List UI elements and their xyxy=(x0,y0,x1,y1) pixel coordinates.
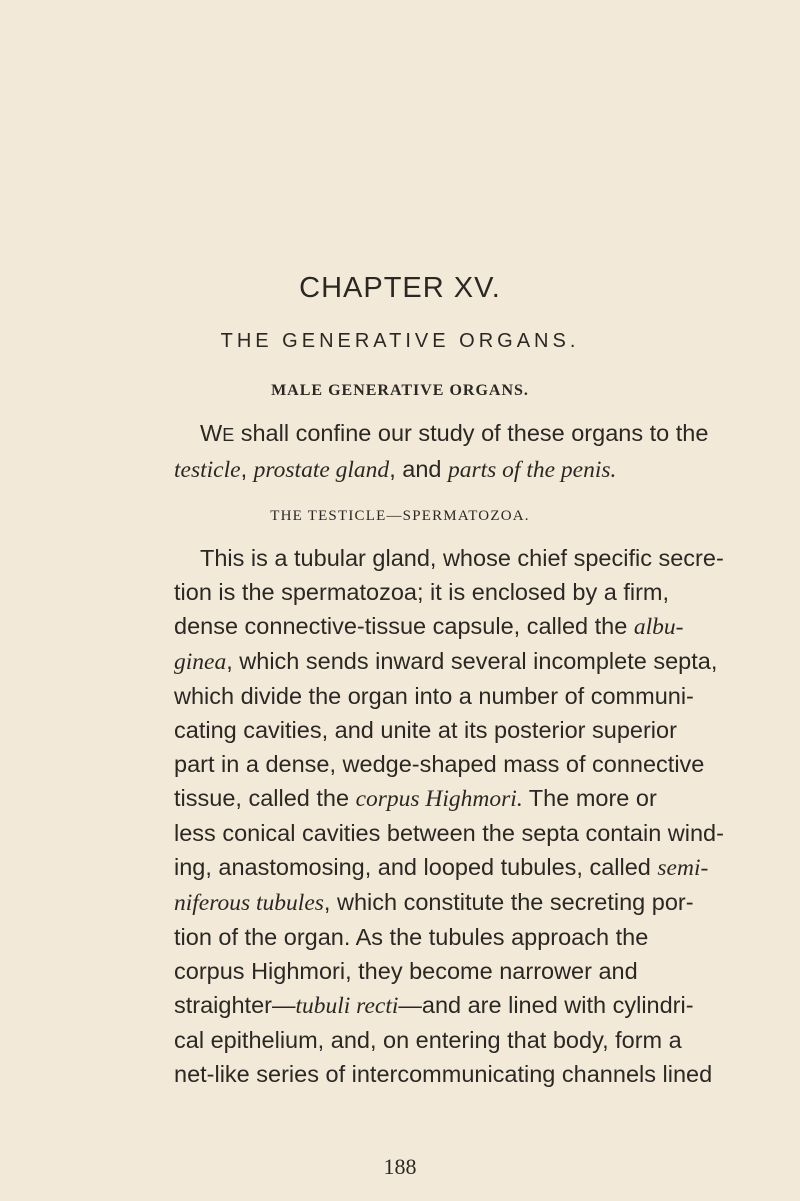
intro-line-1-text: shall confine our study of these organs to the xyxy=(234,420,709,446)
body-text: , which constitute the secreting por- xyxy=(323,889,694,915)
term-seminiferous: semi- xyxy=(657,855,709,881)
body-line xyxy=(174,850,709,885)
body-text: , which sends inward several incomplete septa, xyxy=(226,648,718,674)
term-testicle: testicle xyxy=(174,457,241,483)
body-line: less conical cavities between the septa contain wind- xyxy=(174,820,724,846)
term-albuginea: albu- xyxy=(633,614,684,640)
body-line: corpus Highmori, they become narrower and xyxy=(174,958,638,984)
body-line: This is a tubular gland, whose chief specific secre- xyxy=(200,545,724,571)
term-albuginea-cont: ginea xyxy=(174,649,227,675)
body-line: cating cavities, and unite at its posterior superior xyxy=(174,717,677,743)
punct: , xyxy=(240,456,254,482)
intro-dropcap: W xyxy=(200,420,223,446)
body-line: net-like series of intercommunicating channels lined xyxy=(174,1061,713,1087)
body-line xyxy=(174,988,694,1023)
chapter-title: CHAPTER XV. xyxy=(299,272,501,304)
body-line: part in a dense, wedge-shaped mass of connective xyxy=(174,751,705,777)
body-text: straighter— xyxy=(174,992,296,1018)
body-text: dense connective-tissue capsule, called the xyxy=(174,613,634,639)
body-text: —and are lined with cylindri- xyxy=(398,992,694,1018)
term-prostate: prostate gland xyxy=(253,457,390,483)
body-paragraph xyxy=(174,541,724,1091)
body-text: The more or xyxy=(522,785,657,811)
page-number: 188 xyxy=(383,1154,417,1179)
intro-smallcap: E xyxy=(222,425,235,445)
body-line xyxy=(174,885,694,920)
body-line: which divide the organ into a number of communi- xyxy=(174,683,694,709)
intro-line-2 xyxy=(174,452,634,487)
term-corpus-highmori: corpus Highmori. xyxy=(355,786,523,812)
intro-and: , and xyxy=(389,456,448,482)
intro-paragraph xyxy=(174,416,709,487)
body-text: ing, anastomosing, and looped tubules, called xyxy=(174,854,658,880)
body-line: cal epithelium, and, on entering that body, form a xyxy=(174,1027,682,1053)
term-seminiferous-cont: niferous tubules xyxy=(174,890,324,916)
body-line xyxy=(174,644,718,679)
section-heading: MALE GENERATIVE ORGANS. xyxy=(271,382,529,399)
body-line: tion of the organ. As the tubules approach the xyxy=(174,924,649,950)
body-line: tion is the spermatozoa; it is enclosed by a firm, xyxy=(174,579,670,605)
body-line xyxy=(174,781,657,816)
sub-heading: THE TESTICLE—SPERMATOZOA. xyxy=(270,508,530,524)
body-line xyxy=(174,609,684,644)
intro-line-1 xyxy=(174,416,709,452)
term-tubuli-recti: tubuli recti xyxy=(295,993,399,1019)
body-text: tissue, called the xyxy=(174,785,356,811)
term-parts: parts of the penis. xyxy=(447,457,617,483)
part-title: THE GENERATIVE ORGANS. xyxy=(220,330,580,352)
